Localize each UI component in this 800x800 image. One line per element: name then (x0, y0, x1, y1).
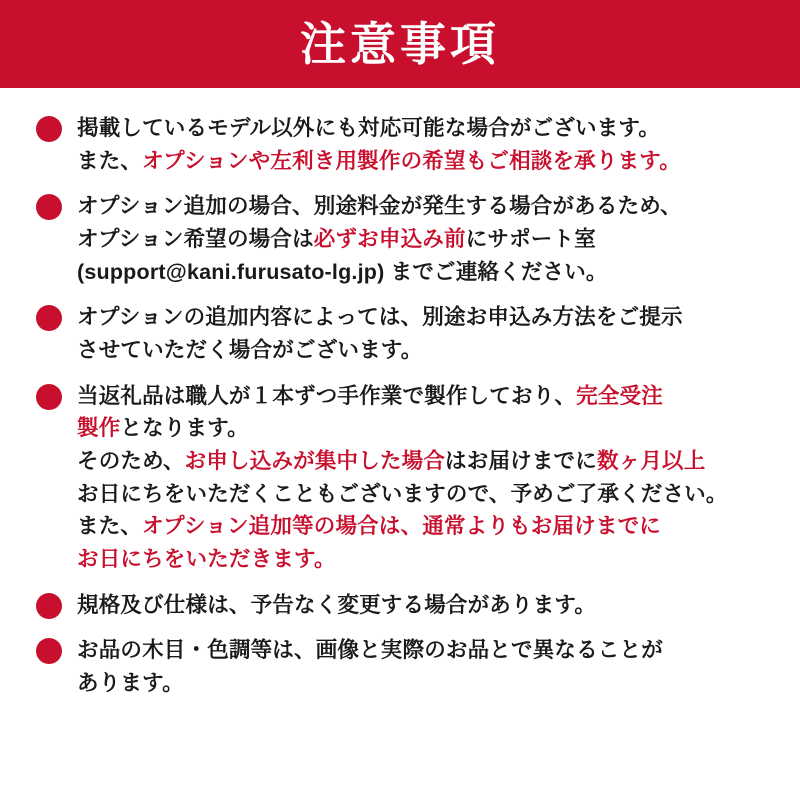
notice-plain-text: 掲載しているモデル以外にも対応可能な場合がございます。 (77, 116, 661, 140)
notice-text (77, 301, 770, 366)
notice-plain-text: お日にちをいただくこともございますので、予めご了承ください。 (77, 481, 728, 506)
notice-line (77, 478, 770, 511)
page-header (0, 0, 800, 88)
notice-plain-text: させていただく場合がございます。 (77, 338, 423, 363)
notice-plain-text: となります。 (120, 416, 249, 441)
notice-emphasis-text: オプションや左利き用製作の希望もご相談を承ります。 (142, 148, 681, 173)
notice-emphasis-text: オプション追加等の場合は、通常よりもお届けまでに (142, 514, 661, 539)
notice-plain-text: また、 (77, 148, 143, 173)
notice-plain-text: また、 (77, 514, 143, 539)
notice-plain-text: 規格及び仕様は、予告なく変更する場合があります。 (77, 592, 597, 617)
notice-list (0, 88, 800, 700)
notice-emphasis-text: お日にちをいただきます。 (77, 547, 336, 572)
notice-plain-text: (support@kani.furusato-lg.jp) までご連絡ください。 (77, 259, 608, 284)
notice-text (77, 634, 770, 699)
notice-text (77, 589, 770, 622)
notice-line (77, 112, 770, 145)
notice-item (36, 112, 770, 177)
notice-plain-text: はお届けまでに (445, 449, 597, 474)
notice-plain-text: にサポート室 (465, 227, 596, 252)
notice-line (77, 190, 770, 223)
notice-item (36, 190, 770, 288)
notice-line (77, 145, 770, 178)
notice-plain-text: そのため、 (77, 449, 185, 474)
notice-line (77, 301, 770, 334)
notice-emphasis-text: お申し込みが集中した場合 (184, 449, 446, 474)
notice-plain-text: お品の木目・色調等は、画像と実際のお品とで異なることが (77, 638, 663, 663)
notice-plain-text: 当返礼品は職人が１本ずつ手作業で製作しており、 (77, 383, 577, 408)
notice-line (77, 543, 770, 576)
page-title: 注意事項 (300, 18, 500, 70)
notice-line (77, 634, 770, 667)
notice-item (36, 301, 770, 366)
bullet-icon (36, 194, 62, 220)
bullet-icon (36, 384, 62, 410)
notice-item (36, 589, 770, 622)
notice-line (77, 256, 770, 289)
notice-item (36, 634, 770, 699)
notice-line (77, 223, 770, 256)
notice-line (77, 589, 770, 622)
notice-line (77, 412, 770, 445)
notice-emphasis-text: 必ずお申込み前 (313, 227, 466, 252)
notice-emphasis-text: 製作 (77, 416, 121, 441)
notice-item (36, 380, 770, 576)
notice-line (77, 510, 770, 543)
notice-text (77, 380, 770, 576)
bullet-icon (36, 116, 62, 142)
notice-line (77, 667, 770, 700)
notice-plain-text: オプション希望の場合は (77, 227, 314, 252)
notice-emphasis-text: 数ヶ月以上 (596, 449, 706, 474)
notice-text (77, 190, 770, 288)
notice-text (77, 112, 770, 177)
bullet-icon (36, 305, 62, 331)
notice-emphasis-text: 完全受注 (576, 383, 663, 408)
bullet-icon (36, 593, 62, 619)
notice-plain-text: オプション追加の場合、別途料金が発生する場合があるため、 (77, 194, 682, 219)
bullet-icon (36, 638, 62, 664)
notice-plain-text: オプションの追加内容によっては、別途お申込み方法をご提示 (77, 305, 683, 330)
notice-line (77, 334, 770, 367)
notice-plain-text: あります。 (77, 671, 184, 696)
notice-line (77, 380, 770, 413)
notice-line (77, 445, 770, 478)
